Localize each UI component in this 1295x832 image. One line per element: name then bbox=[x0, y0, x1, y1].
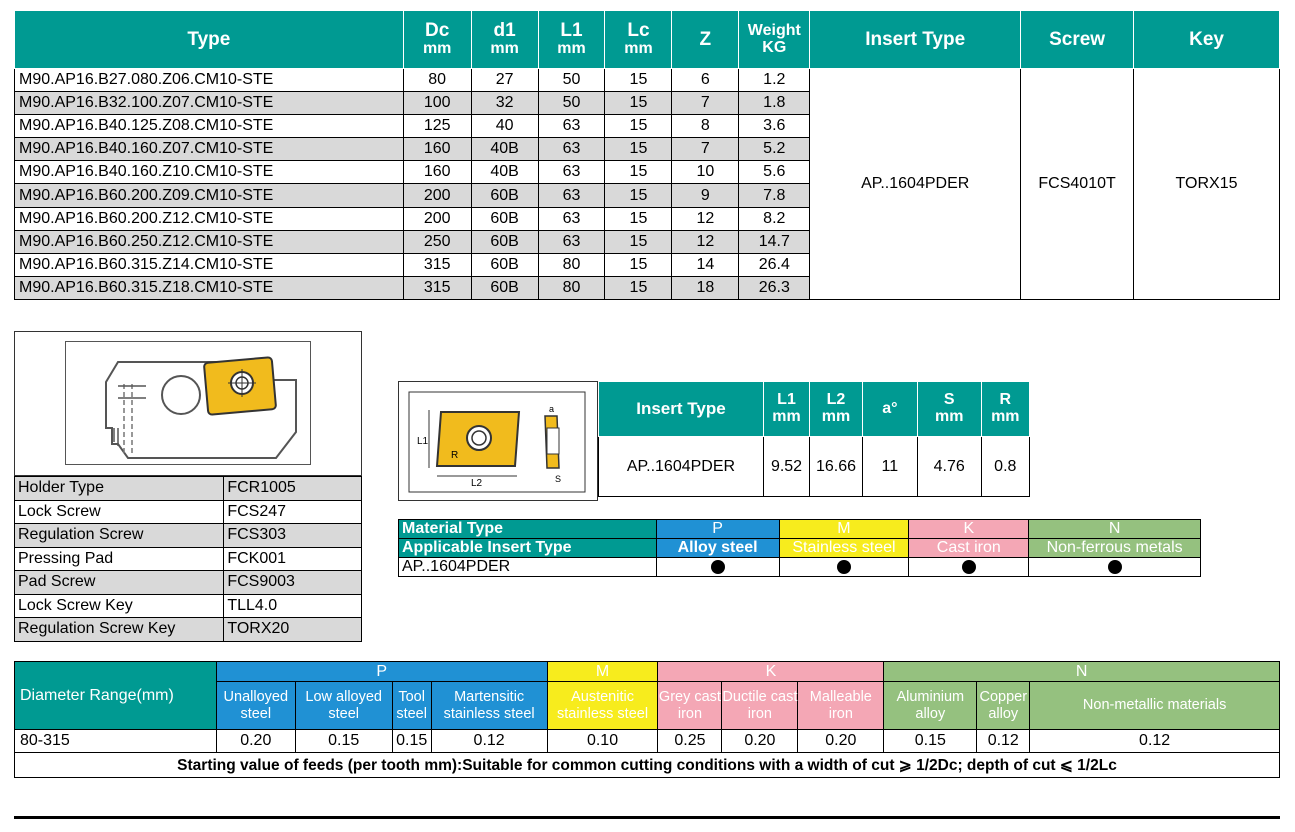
cell-dc: 160 bbox=[403, 161, 471, 184]
feed-value-row bbox=[15, 730, 1280, 753]
cell-dc: 250 bbox=[403, 230, 471, 253]
material-code-n: N bbox=[1029, 520, 1201, 539]
cell-d1: 60B bbox=[471, 253, 538, 276]
material-code-m: M bbox=[779, 520, 909, 539]
cell-dc: 200 bbox=[403, 207, 471, 230]
parts-row bbox=[15, 594, 362, 618]
cell-weight: 14.7 bbox=[739, 230, 810, 253]
cell-lc: 15 bbox=[605, 92, 672, 115]
feed-group-m: M bbox=[547, 662, 658, 682]
cell-d1: 40B bbox=[471, 161, 538, 184]
table-header-row bbox=[15, 11, 1280, 69]
sub-martensitic: Martensitic stainless steel bbox=[431, 682, 547, 730]
parts-value: FCS303 bbox=[224, 524, 362, 548]
cell-type: M90.AP16.B32.100.Z07.CM10-STE bbox=[15, 92, 404, 115]
cell-type: M90.AP16.B27.080.Z06.CM10-STE bbox=[15, 69, 404, 92]
parts-value: FCS9003 bbox=[224, 571, 362, 595]
cell-l1: 63 bbox=[538, 138, 605, 161]
parts-value: FCR1005 bbox=[224, 477, 362, 501]
parts-row bbox=[15, 524, 362, 548]
material-type-label: Material Type bbox=[399, 520, 657, 539]
bullet-icon bbox=[711, 560, 725, 574]
cell-dc: 315 bbox=[403, 276, 471, 299]
cell-type: M90.AP16.B60.200.Z09.CM10-STE bbox=[15, 184, 404, 207]
cell-dc: 100 bbox=[403, 92, 471, 115]
parts-label: Regulation Screw Key bbox=[15, 618, 224, 642]
feed-note-row bbox=[15, 753, 1280, 778]
ins-l2: 16.66 bbox=[810, 437, 863, 497]
header-key: Key bbox=[1134, 11, 1280, 69]
cell-lc: 15 bbox=[605, 230, 672, 253]
cell-type: M90.AP16.B60.315.Z14.CM10-STE bbox=[15, 253, 404, 276]
cell-z: 18 bbox=[672, 276, 739, 299]
applicable-dot-k bbox=[909, 558, 1029, 577]
cell-weight: 26.3 bbox=[739, 276, 810, 299]
cell-z: 14 bbox=[672, 253, 739, 276]
cell-l1: 63 bbox=[538, 115, 605, 138]
feed-n1: 0.15 bbox=[884, 730, 977, 753]
parts-row bbox=[15, 618, 362, 642]
feed-group-p: P bbox=[216, 662, 547, 682]
parts-label: Pad Screw bbox=[15, 571, 224, 595]
cell-l1: 50 bbox=[538, 69, 605, 92]
cell-weight: 26.4 bbox=[739, 253, 810, 276]
cell-z: 12 bbox=[672, 207, 739, 230]
cell-dc: 200 bbox=[403, 184, 471, 207]
cell-weight: 5.2 bbox=[739, 138, 810, 161]
sub-tool: Tool steel bbox=[392, 682, 431, 730]
ins-l1: 9.52 bbox=[763, 437, 809, 497]
parts-value: FCK001 bbox=[224, 547, 362, 571]
cell-weight: 7.8 bbox=[739, 184, 810, 207]
feed-group-k: K bbox=[658, 662, 884, 682]
feed-n2: 0.12 bbox=[977, 730, 1030, 753]
bullet-icon bbox=[962, 560, 976, 574]
sub-grey: Grey cast iron bbox=[658, 682, 722, 730]
bullet-icon bbox=[837, 560, 851, 574]
applicable-dot-p bbox=[656, 558, 779, 577]
parts-label: Pressing Pad bbox=[15, 547, 224, 571]
cell-type: M90.AP16.B40.160.Z07.CM10-STE bbox=[15, 138, 404, 161]
parts-value: FCS247 bbox=[224, 500, 362, 524]
cell-lc: 15 bbox=[605, 115, 672, 138]
feed-group-row bbox=[15, 662, 1280, 682]
cell-z: 10 bbox=[672, 161, 739, 184]
material-name-m: Stainless steel bbox=[779, 539, 909, 558]
cell-insert-type: AP..1604PDER bbox=[810, 69, 1021, 300]
cell-lc: 15 bbox=[605, 161, 672, 184]
material-insert-row bbox=[399, 558, 1201, 577]
cell-screw: FCS4010T bbox=[1021, 69, 1134, 300]
holder-parts-table bbox=[14, 476, 362, 642]
cell-lc: 15 bbox=[605, 253, 672, 276]
sub-ductile: Ductile cast iron bbox=[722, 682, 798, 730]
parts-label: Lock Screw Key bbox=[15, 594, 224, 618]
cell-d1: 60B bbox=[471, 230, 538, 253]
bullet-icon bbox=[1108, 560, 1122, 574]
cell-d1: 40 bbox=[471, 115, 538, 138]
parts-row bbox=[15, 547, 362, 571]
material-code-k: K bbox=[909, 520, 1029, 539]
cell-weight: 3.6 bbox=[739, 115, 810, 138]
header-dc: Dc mm bbox=[403, 11, 471, 69]
cell-dc: 125 bbox=[403, 115, 471, 138]
parts-row bbox=[15, 500, 362, 524]
parts-value: TLL4.0 bbox=[224, 594, 362, 618]
header-type: Type bbox=[15, 11, 404, 69]
material-table bbox=[398, 519, 1201, 577]
sub-copper: Copper alloy bbox=[977, 682, 1030, 730]
material-insert-label: AP..1604PDER bbox=[399, 558, 657, 577]
parts-label: Lock Screw bbox=[15, 500, 224, 524]
cell-l1: 63 bbox=[538, 207, 605, 230]
ins-header-s: S mm bbox=[917, 382, 981, 437]
cell-weight: 8.2 bbox=[739, 207, 810, 230]
l1-dim-label: L1 bbox=[417, 436, 429, 447]
cell-d1: 40B bbox=[471, 138, 538, 161]
feed-table bbox=[14, 661, 1280, 778]
cell-d1: 60B bbox=[471, 184, 538, 207]
feed-group-n: N bbox=[884, 662, 1280, 682]
table-row bbox=[15, 69, 1280, 92]
cell-d1: 27 bbox=[471, 69, 538, 92]
ins-header-r: R mm bbox=[981, 382, 1029, 437]
cell-dc: 160 bbox=[403, 138, 471, 161]
feed-k3: 0.20 bbox=[798, 730, 884, 753]
header-l1: L1 mm bbox=[538, 11, 605, 69]
cell-lc: 15 bbox=[605, 138, 672, 161]
cell-z: 8 bbox=[672, 115, 739, 138]
cell-type: M90.AP16.B60.250.Z12.CM10-STE bbox=[15, 230, 404, 253]
cell-z: 6 bbox=[672, 69, 739, 92]
ins-header-l2: L2 mm bbox=[810, 382, 863, 437]
bottom-rule bbox=[14, 816, 1280, 819]
cell-key: TORX15 bbox=[1134, 69, 1280, 300]
header-screw: Screw bbox=[1021, 11, 1134, 69]
cell-d1: 60B bbox=[471, 276, 538, 299]
cell-lc: 15 bbox=[605, 207, 672, 230]
parts-row bbox=[15, 571, 362, 595]
material-name-k: Cast iron bbox=[909, 539, 1029, 558]
applicable-dot-m bbox=[779, 558, 909, 577]
cell-lc: 15 bbox=[605, 184, 672, 207]
cutter-spec-table bbox=[14, 10, 1280, 300]
feed-p3: 0.15 bbox=[392, 730, 431, 753]
header-z: Z bbox=[672, 11, 739, 69]
applicable-label: Applicable Insert Type bbox=[399, 539, 657, 558]
cell-weight: 1.2 bbox=[739, 69, 810, 92]
cell-lc: 15 bbox=[605, 69, 672, 92]
feed-p2: 0.15 bbox=[295, 730, 392, 753]
cell-d1: 32 bbox=[471, 92, 538, 115]
feed-p1: 0.20 bbox=[216, 730, 295, 753]
material-name-p: Alloy steel bbox=[656, 539, 779, 558]
material-type-row bbox=[399, 520, 1201, 539]
diameter-range-label: Diameter Range(mm) bbox=[15, 662, 217, 730]
feed-k1: 0.25 bbox=[658, 730, 722, 753]
cell-z: 7 bbox=[672, 92, 739, 115]
cell-type: M90.AP16.B40.125.Z08.CM10-STE bbox=[15, 115, 404, 138]
header-weight: Weight KG bbox=[739, 11, 810, 69]
applicable-row bbox=[399, 539, 1201, 558]
header-insert-type: Insert Type bbox=[810, 11, 1021, 69]
ins-r: 0.8 bbox=[981, 437, 1029, 497]
sub-non-metallic: Non-metallic materials bbox=[1030, 682, 1280, 730]
cell-l1: 80 bbox=[538, 276, 605, 299]
insert-geometry-table bbox=[598, 381, 1030, 497]
feed-m1: 0.10 bbox=[547, 730, 658, 753]
cell-dc: 80 bbox=[403, 69, 471, 92]
cell-weight: 5.6 bbox=[739, 161, 810, 184]
cell-type: M90.AP16.B60.200.Z12.CM10-STE bbox=[15, 207, 404, 230]
cell-type: M90.AP16.B60.315.Z18.CM10-STE bbox=[15, 276, 404, 299]
a-dim-label: a bbox=[549, 404, 555, 414]
parts-row bbox=[15, 477, 362, 501]
cell-l1: 50 bbox=[538, 92, 605, 115]
material-code-p: P bbox=[656, 520, 779, 539]
ins-s: 4.76 bbox=[917, 437, 981, 497]
feed-range: 80-315 bbox=[15, 730, 217, 753]
s-dim-label: S bbox=[555, 474, 562, 484]
header-lc: Lc mm bbox=[605, 11, 672, 69]
cell-d1: 60B bbox=[471, 207, 538, 230]
insert-geometry-row bbox=[599, 437, 1030, 497]
cell-weight: 1.8 bbox=[739, 92, 810, 115]
feed-p4: 0.12 bbox=[431, 730, 547, 753]
ins-header-a: a° bbox=[862, 382, 917, 437]
l2-dim-label: L2 bbox=[471, 478, 483, 489]
parts-label: Holder Type bbox=[15, 477, 224, 501]
sub-malleable: Malleable iron bbox=[798, 682, 884, 730]
feed-n3: 0.12 bbox=[1030, 730, 1280, 753]
insert-geometry-header bbox=[599, 382, 1030, 437]
cell-lc: 15 bbox=[605, 276, 672, 299]
insert-drawing bbox=[398, 381, 598, 501]
feed-k2: 0.20 bbox=[722, 730, 798, 753]
header-d1: d1 mm bbox=[471, 11, 538, 69]
holder-drawing bbox=[65, 341, 311, 465]
ins-type: AP..1604PDER bbox=[599, 437, 764, 497]
parts-label: Regulation Screw bbox=[15, 524, 224, 548]
cell-type: M90.AP16.B40.160.Z10.CM10-STE bbox=[15, 161, 404, 184]
cell-dc: 315 bbox=[403, 253, 471, 276]
feed-note: Starting value of feeds (per tooth mm):Suitable for common cutting conditions with a width of cut ⩾ 1/2Dc; depth of cut ⩽ 1/2Lc bbox=[15, 753, 1280, 778]
sub-austenitic: Austenitic stainless steel bbox=[547, 682, 658, 730]
r-dim-label: R bbox=[451, 450, 459, 461]
cell-z: 12 bbox=[672, 230, 739, 253]
parts-value: TORX20 bbox=[224, 618, 362, 642]
cell-l1: 63 bbox=[538, 161, 605, 184]
sub-aluminium: Aluminium alloy bbox=[884, 682, 977, 730]
cell-l1: 63 bbox=[538, 230, 605, 253]
sub-unalloyed: Unalloyed steel bbox=[216, 682, 295, 730]
cell-l1: 80 bbox=[538, 253, 605, 276]
ins-header-l1: L1 mm bbox=[763, 382, 809, 437]
cell-z: 7 bbox=[672, 138, 739, 161]
cell-l1: 63 bbox=[538, 184, 605, 207]
ins-header-type: Insert Type bbox=[599, 382, 764, 437]
sub-low-alloyed: Low alloyed steel bbox=[295, 682, 392, 730]
material-name-n: Non-ferrous metals bbox=[1029, 539, 1201, 558]
cell-z: 9 bbox=[672, 184, 739, 207]
ins-a: 11 bbox=[862, 437, 917, 497]
applicable-dot-n bbox=[1029, 558, 1201, 577]
